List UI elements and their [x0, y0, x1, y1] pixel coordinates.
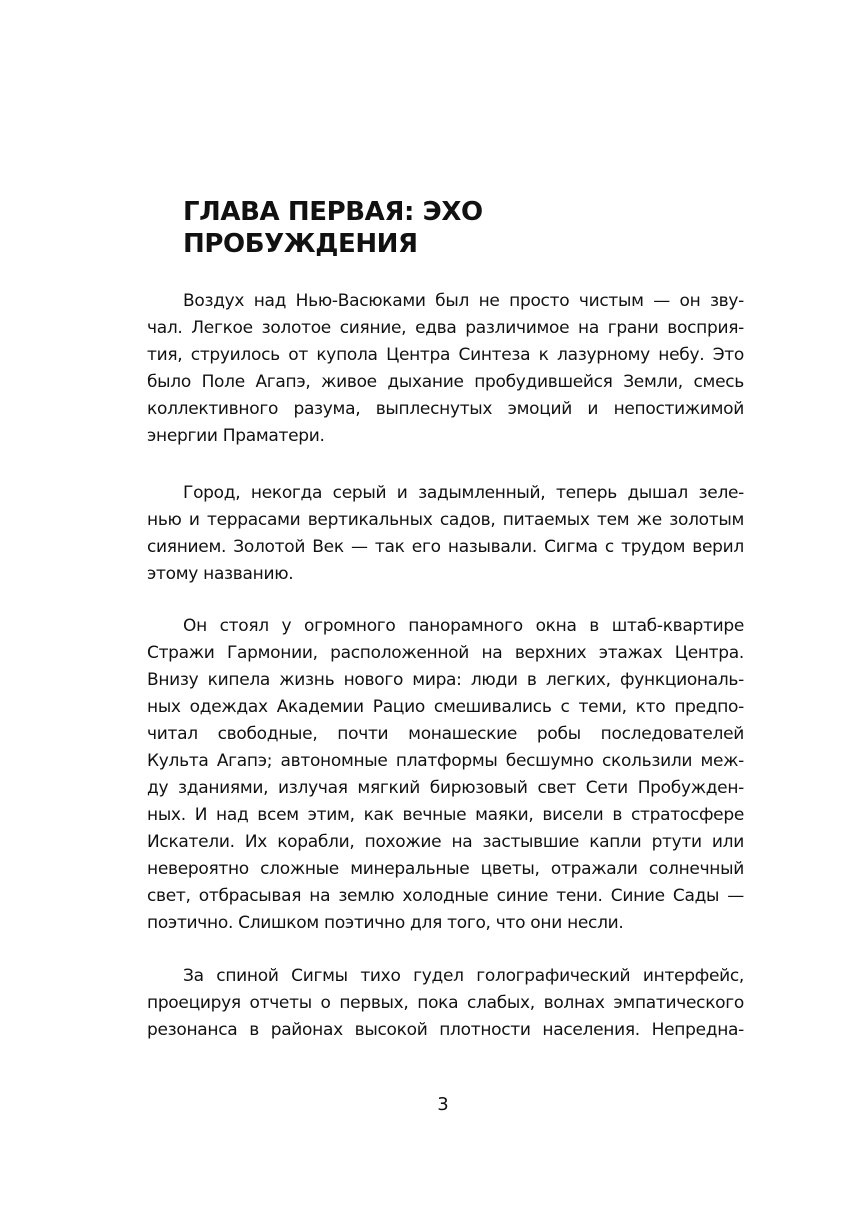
- text-line: свет, отбрасывая на землю холодные синие тени. Синие Сады —: [147, 886, 744, 906]
- paragraph: [147, 963, 744, 1044]
- paragraph: [147, 613, 744, 937]
- text-line: Воздух над Нью-Васюками был не просто чистым — он зву-: [183, 291, 744, 311]
- text-line: ных. И над всем этим, как вечные маяки, висели в стратосфере: [147, 805, 744, 825]
- text-line: коллективного разума, выплеснутых эмоций и непостижимой: [147, 399, 744, 419]
- text-line: тия, струилось от купола Центра Синтеза к лазурному небу. Это: [147, 345, 744, 365]
- text-line: нью и террасами вертикальных садов, питаемых тем же золотым: [147, 510, 744, 530]
- text-line: этому названию.: [147, 564, 294, 584]
- chapter-title: [183, 196, 743, 260]
- text-line: читал свободные, почти монашеские робы последователей: [147, 724, 744, 744]
- text-line: сиянием. Золотой Век — так его называли. Сигма с трудом верил: [147, 537, 744, 557]
- text-line: резонанса в районах высокой плотности населения. Непредна-: [147, 1020, 744, 1040]
- text-line: Внизу кипела жизнь нового мира: люди в легких, функциональ-: [147, 670, 744, 690]
- paragraph: [147, 288, 744, 450]
- text-line: За спиной Сигмы тихо гудел голографический интерфейс,: [183, 966, 744, 986]
- chapter-title-line: ГЛАВА ПЕРВАЯ: ЭХО: [183, 197, 483, 227]
- text-line: поэтично. Слишком поэтично для того, что они несли.: [147, 913, 624, 933]
- page-number: 3: [437, 1094, 449, 1115]
- text-line: Город, некогда серый и задымленный, теперь дышал зеле-: [183, 483, 744, 503]
- text-line: проецируя отчеты о первых, пока слабых, волнах эмпатического: [147, 993, 744, 1013]
- text-line: чал. Легкое золотое сияние, едва различимое на грани восприя-: [147, 318, 744, 338]
- text-line: Стражи Гармонии, расположенной на верхних этажах Центра.: [147, 643, 744, 663]
- text-line: невероятно сложные минеральные цветы, отражали солнечный: [147, 859, 744, 879]
- text-line: Он стоял у огромного панорамного окна в штаб-квартире: [183, 616, 744, 636]
- text-line: Искатели. Их корабли, похожие на застывшие капли ртути или: [147, 832, 744, 852]
- text-line: Культа Агапэ; автономные платформы бесшумно скользили меж-: [147, 751, 744, 771]
- text-line: ных одеждах Академии Рацио смешивались с теми, кто предпо-: [147, 697, 744, 717]
- text-line: ду зданиями, излучая мягкий бирюзовый свет Сети Пробужден-: [147, 778, 744, 798]
- paragraph: [147, 480, 744, 588]
- chapter-title-line: ПРОБУЖДЕНИЯ: [183, 229, 418, 259]
- text-line: энергии Праматери.: [147, 426, 325, 446]
- text-line: было Поле Агапэ, живое дыхание пробудившейся Земли, смесь: [147, 372, 744, 392]
